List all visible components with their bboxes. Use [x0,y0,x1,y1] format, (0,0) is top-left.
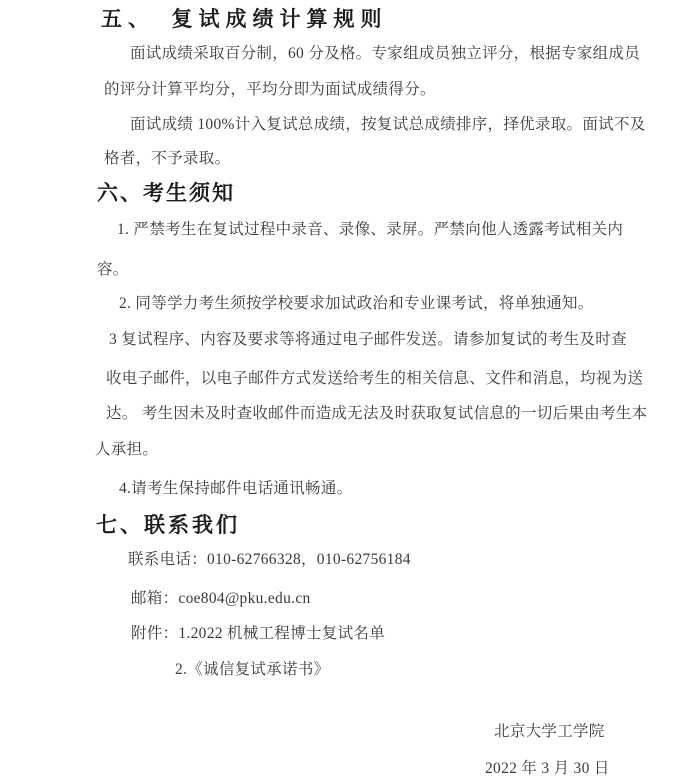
signature-date: 2022 年 3 月 30 日 [485,760,610,777]
contact-attachment-1: 附件：1.2022 机械工程博士复试名单 [131,625,386,642]
rules-para2-line2: 格者，不予录取。 [104,150,231,167]
section-5-heading: 五、 复试成绩计算规则 [101,8,388,31]
notice-item4-line1: 4.请考生保持邮件电话通讯畅通。 [119,480,353,497]
notice-item1-line2: 容。 [97,261,129,278]
rules-para1-line1: 面试成绩采取百分制，60 分及格。专家组成员独立评分，根据专家组成员 [130,45,641,62]
contact-phone: 联系电话：010-62766328，010-62756184 [128,551,411,568]
rules-para2-line1: 面试成绩 100%计入复试总成绩，按复试总成绩排序，择优录取。面试不及 [130,116,646,133]
notice-item3-line4: 人承担。 [95,441,159,458]
notice-item3-line1: 3 复试程序、内容及要求等将通过电子邮件发送。请参加复试的考生及时查 [109,331,627,348]
notice-item1-line1: 1. 严禁考生在复试过程中录音、录像、录屏。严禁向他人透露考试相关内 [117,221,624,238]
rules-para1-line2: 的评分计算平均分，平均分即为面试成绩得分。 [104,81,436,98]
signature-organization: 北京大学工学院 [494,723,605,740]
notice-item3-line2: 收电子邮件，以电子邮件方式发送给考生的相关信息、文件和消息，均视为送 [106,370,644,387]
section-7-heading: 七、联系我们 [96,514,240,537]
notice-item3-line3: 达。 考生因未及时查收邮件而造成无法及时获取复试信息的一切后果由考生本 [106,405,648,422]
section-6-heading: 六、考生须知 [97,182,235,205]
notice-item2-line1: 2. 同等学力考生须按学校要求加试政治和专业课考试，将单独通知。 [119,295,594,312]
contact-attachment-2: 2.《诚信复试承诺书》 [175,661,330,678]
contact-email: 邮箱：coe804@pku.edu.cn [131,590,311,607]
